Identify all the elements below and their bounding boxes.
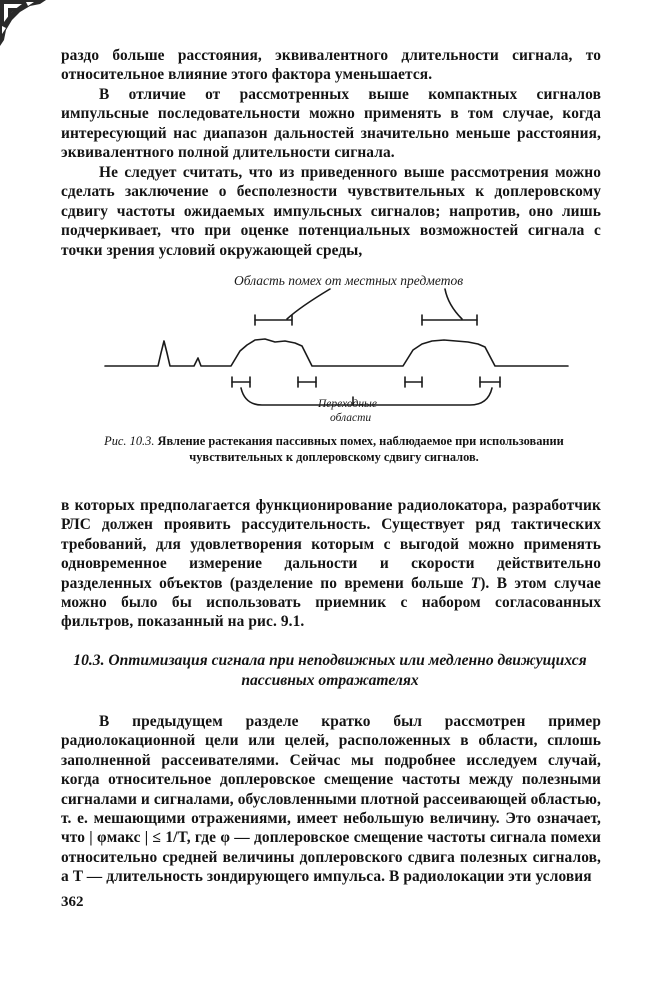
para4-part-a: в которых предполагается функционирование радиолокатора, разработчик РЛС должен проявить рассудительность. Существует ряд тактических требований, для удовлетворения которым с выгодой можно применять одновременное измерение дальности и скорости действительно разделенных объектов (разделение по времени больше — [61, 497, 601, 592]
paragraph-tactical-requirements — [61, 496, 601, 632]
para4-part-b: ). В этом случае можно было бы использовать приемник с набором согласованных фильтров, показанный на рис. 9.1. — [61, 574, 601, 631]
label-interference-region: Область помех от местных предметов — [234, 273, 464, 288]
caption-label: Рис. 10.3. — [104, 434, 155, 448]
interference-marker-right — [422, 315, 477, 325]
para4-symbol-t: T — [470, 574, 481, 592]
figure-diagram — [0, 255, 669, 435]
interference-marker-left — [255, 315, 292, 325]
paragraph-pulse-trains: В отличие от рассмотренных выше компактных сигналов импульсные последовательности можно применять в том случае, когда интересующий нас диапазон дальностей значительно меньше расстояния, эквивалентного полной длительности сигнала. — [61, 86, 601, 162]
section-title: 10.3. Оптимизация сигнала при неподвижных или медленно движущихся пассивных отражателях — [73, 652, 587, 689]
leader-top-left — [287, 289, 330, 319]
leader-top-right — [445, 289, 462, 319]
paragraph-continuation: раздо больше расстояния, эквивалентного длительности сигнала, то относительное влияние этого фактора уменьшается. — [61, 47, 601, 84]
figure-10-3 — [0, 255, 669, 435]
page-number: 362 — [61, 894, 84, 910]
label-transition-2: области — [330, 412, 372, 424]
corner-ornament — [0, 0, 46, 46]
caption-text: Явление растекания пассивных помех, наблюдаемое при использовании чувствительных к доплеровскому сдвигу сигналов. — [157, 434, 564, 464]
figure-caption — [95, 434, 573, 465]
label-transition-1: Переходные — [318, 398, 377, 410]
paragraph-doppler-signals: Не следует считать, что из приведенного выше рассмотрения можно сделать заключение о бесполезности чувствительных к доплеровскому сдвигу частоты ожидаемых импульсных сигналов; напротив, оно лишь подчеркивает, что при оценке потенциальных возможностей сигнала с точки зрения условий окружающей среды, — [61, 164, 601, 259]
paragraph-section-body: В предыдущем разделе кратко был рассмотрен пример радиолокационной цели или целей, расположенных в области, сплошь заполненной рассеивателями. Сейчас мы подробнее исследуем случай, когда относительное доплеровское смещение частоты между полезными сигналами и сигналами, обусловленными плотной рассеивающей областью, т. е. мешающими отражениями, имеет небольшую величину. Это означает, что | φмакс | ≤ 1/T, где φ — доплеровское смещение частоты сигнала помехи относительно средней величины доплеровского сдвига полезных сигналов, а T — длительность зондирующего импульса. В радиолокации эти условия — [61, 713, 601, 886]
transition-markers — [232, 377, 500, 387]
signal-trace — [105, 339, 568, 366]
